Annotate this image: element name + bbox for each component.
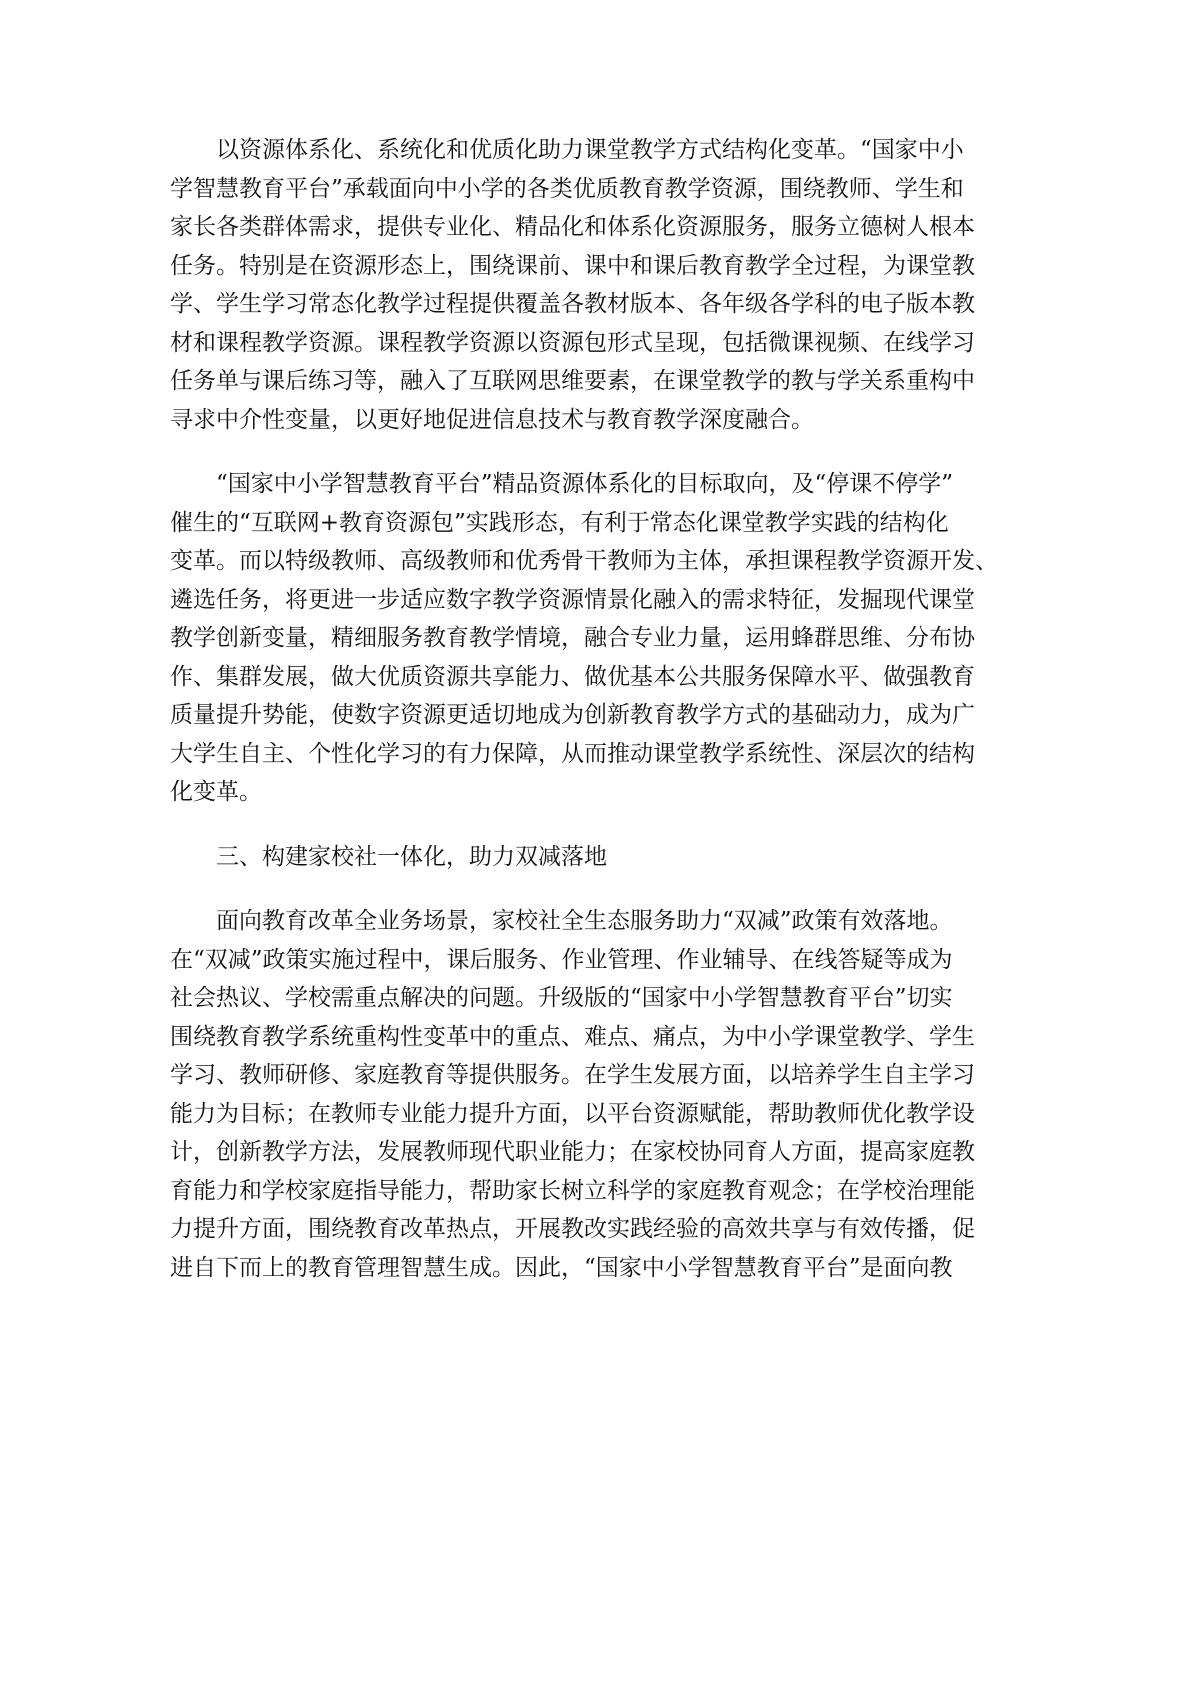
document-body <box>170 131 1030 1313</box>
text-line: 变革。而以特级教师、高级教师和优秀骨干教师为主体，承担课程教学资源开发、 <box>170 548 998 574</box>
text-line: 任务。特别是在资源形态上，围绕课前、课中和课后教育教学全过程，为课堂教 <box>170 252 975 279</box>
section-heading-home-school <box>170 838 1030 877</box>
text-line: 作、集群发展，做大优质资源共享能力、做优基本公共服务保障水平、做强教育 <box>170 663 975 690</box>
paragraph-platform-goal <box>170 465 1030 812</box>
text-line: 家长各类群体需求，提供专业化、精品化和体系化资源服务，服务立德树人根本 <box>170 214 975 240</box>
text-line: 催生的“互联网+教育资源包”实践形态，有利于常态化课堂教学实践的结构化 <box>170 509 949 536</box>
text-line: 学习、教师研修、家庭教育等提供服务。在学生发展方面，以培养学生自主学习 <box>170 1062 975 1088</box>
text-line: 能力为目标；在教师专业能力提升方面，以平台资源赋能，帮助教师优化教学设 <box>170 1100 975 1127</box>
text-line: 材和课程教学资源。课程教学资源以资源包形式呈现，包括微课视频、在线学习 <box>170 329 975 356</box>
text-line: 任务单与课后练习等，融入了互联网思维要素，在课堂教学的教与学关系重构中 <box>170 368 975 394</box>
text-line: 在“双减”政策实施过程中，课后服务、作业管理、作业辅导、在线答疑等成为 <box>170 946 953 973</box>
text-line: 面向教育改革全业务场景，家校社全生态服务助力“双减”政策有效落地。 <box>216 908 953 934</box>
text-line: 计，创新教学方法，发展教师现代职业能力；在家校协同育人方面，提高家庭教 <box>170 1139 975 1165</box>
text-line: 以资源体系化、系统化和优质化助力课堂教学方式结构化变革。“国家中小 <box>216 137 964 163</box>
text-line: 大学生自主、个性化学习的有力保障，从而推动课堂教学系统性、深层次的结构 <box>170 740 975 767</box>
paragraph-double-reduction <box>170 902 1030 1287</box>
text-line: 围绕教育教学系统重构性变革中的重点、难点、痛点，为中小学课堂教学、学生 <box>170 1023 975 1050</box>
text-line: 寻求中介性变量，以更好地促进信息技术与教育教学深度融合。 <box>170 406 814 433</box>
section-heading: 三、构建家校社一体化，助力双减落地 <box>216 843 607 870</box>
text-line: 质量提升势能，使数字资源更适切地成为创新教育教学方式的基础动力，成为广 <box>170 702 975 728</box>
text-line: 进自下而上的教育管理智慧生成。因此，“国家中小学智慧教育平台”是面向教 <box>170 1254 953 1281</box>
text-line: 学智慧教育平台”承载面向中小学的各类优质教育教学资源，围绕教师、学生和 <box>170 175 964 202</box>
paragraph-resources-system <box>170 131 1030 439</box>
text-line: 育能力和学校家庭指导能力，帮助家长树立科学的家庭教育观念；在学校治理能 <box>170 1177 975 1204</box>
text-line: 社会热议、学校需重点解决的问题。升级版的“国家中小学智慧教育平台”切实 <box>170 985 953 1011</box>
text-line: 遴选任务，将更进一步适应数字教学资源情景化融入的需求特征，发掘现代课堂 <box>170 586 975 613</box>
text-line: 力提升方面，围绕教育改革热点，开展教改实践经验的高效共享与有效传播，促 <box>170 1216 975 1242</box>
text-line: 化变革。 <box>170 779 262 805</box>
text-line: 学、学生学习常态化教学过程提供覆盖各教材版本、各年级各学科的电子版本教 <box>170 291 975 317</box>
text-line: 教学创新变量，精细服务教育教学情境，融合专业力量，运用蜂群思维、分布协 <box>170 625 975 651</box>
text-line: “国家中小学智慧教育平台”精品资源体系化的目标取向，及“停课不停学” <box>216 471 954 497</box>
